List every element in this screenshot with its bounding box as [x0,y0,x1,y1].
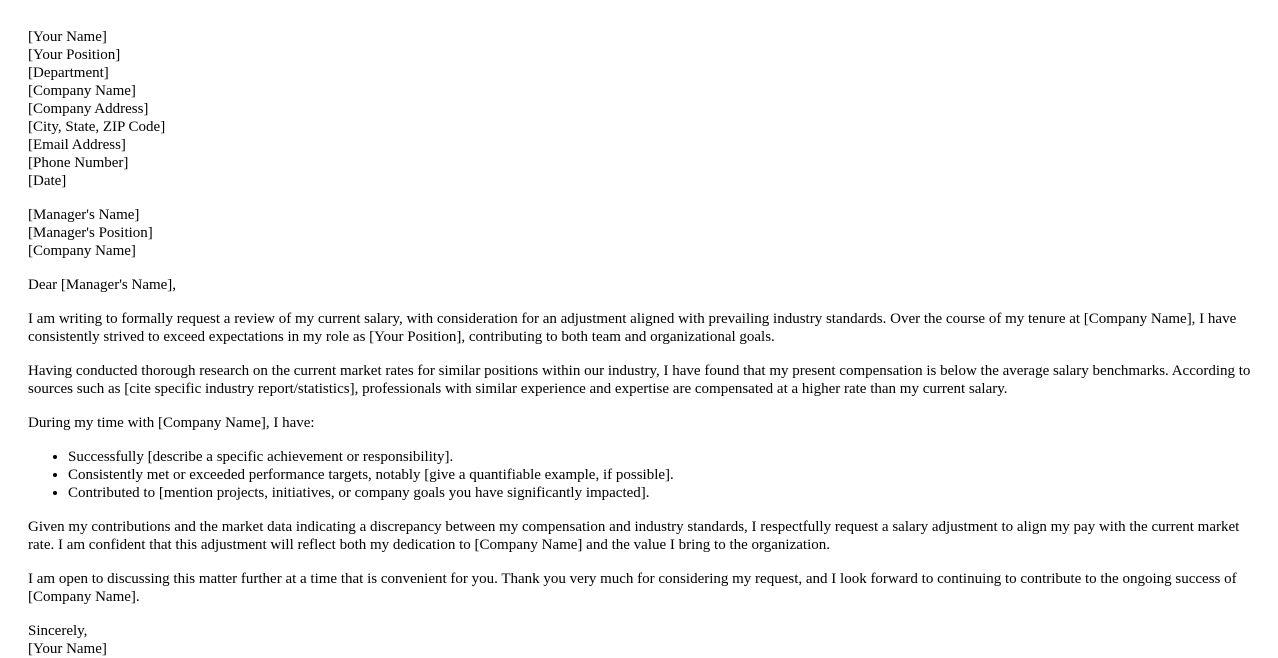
list-item: • Contributed to [mention projects, initiatives, or company goals you have significantly impacted]. [68,484,1258,502]
letter-document [28,28,1258,658]
list-item: • Successfully [describe a specific achievement or responsibility]. [68,448,1258,466]
paragraph-closing: I am open to discussing this matter further at a time that is convenient for you. Thank you very much for considering my request, and I look forward to continuing to contribute to the ongoing success of [Company Name]. [28,571,1237,605]
sender-department: [Department] [28,65,109,81]
sign-off-block [28,622,1258,658]
sender-name: [Your Name] [28,29,107,45]
sender-phone: [Phone Number] [28,155,129,171]
sender-email: [Email Address] [28,137,126,153]
paragraph-intro: I am writing to formally request a review of my current salary, with consideration for an adjustment aligned with prevailing industry standards. Over the course of my tenure at [Company Name], I have consistently strived to exceed expectations in my role as [Your Position], contributing to both team and organizational goals. [28,311,1237,345]
sign-off: Sincerely, [28,623,88,639]
sender-address-block [28,28,1258,190]
recipient-position: [Manager's Position] [28,225,153,241]
paragraph-request: Given my contributions and the market data indicating a discrepancy between my compensation and industry standards, I respectfully request a salary adjustment to align my pay with the current market rate. I am confident that this adjustment will reflect both my dedication to [Company Name] and the value I bring to the organization. [28,519,1240,553]
recipient-name: [Manager's Name] [28,207,140,223]
sender-position: [Your Position] [28,47,121,63]
salutation: Dear [Manager's Name], [28,277,177,293]
recipient-company: [Company Name] [28,243,136,259]
achievements-list [28,448,1258,502]
paragraph-market-research: Having conducted thorough research on the current market rates for similar positions within our industry, I have found that my present compensation is below the average salary benchmarks. According to sources such as [cite specific industry report/statistics], professionals with similar experience and expertise are compensated at a higher rate than my current salary. [28,363,1251,397]
sender-company-address: [Company Address] [28,101,149,117]
list-item: • Consistently met or exceeded performance targets, notably [give a quantifiable example, if possible]. [68,466,1258,484]
sender-city-state-zip: [City, State, ZIP Code] [28,119,166,135]
signature-name: [Your Name] [28,641,107,657]
recipient-address-block [28,206,1258,260]
paragraph-achievements-lead: During my time with [Company Name], I have: [28,415,315,431]
sender-company: [Company Name] [28,83,136,99]
letter-date: [Date] [28,173,67,189]
